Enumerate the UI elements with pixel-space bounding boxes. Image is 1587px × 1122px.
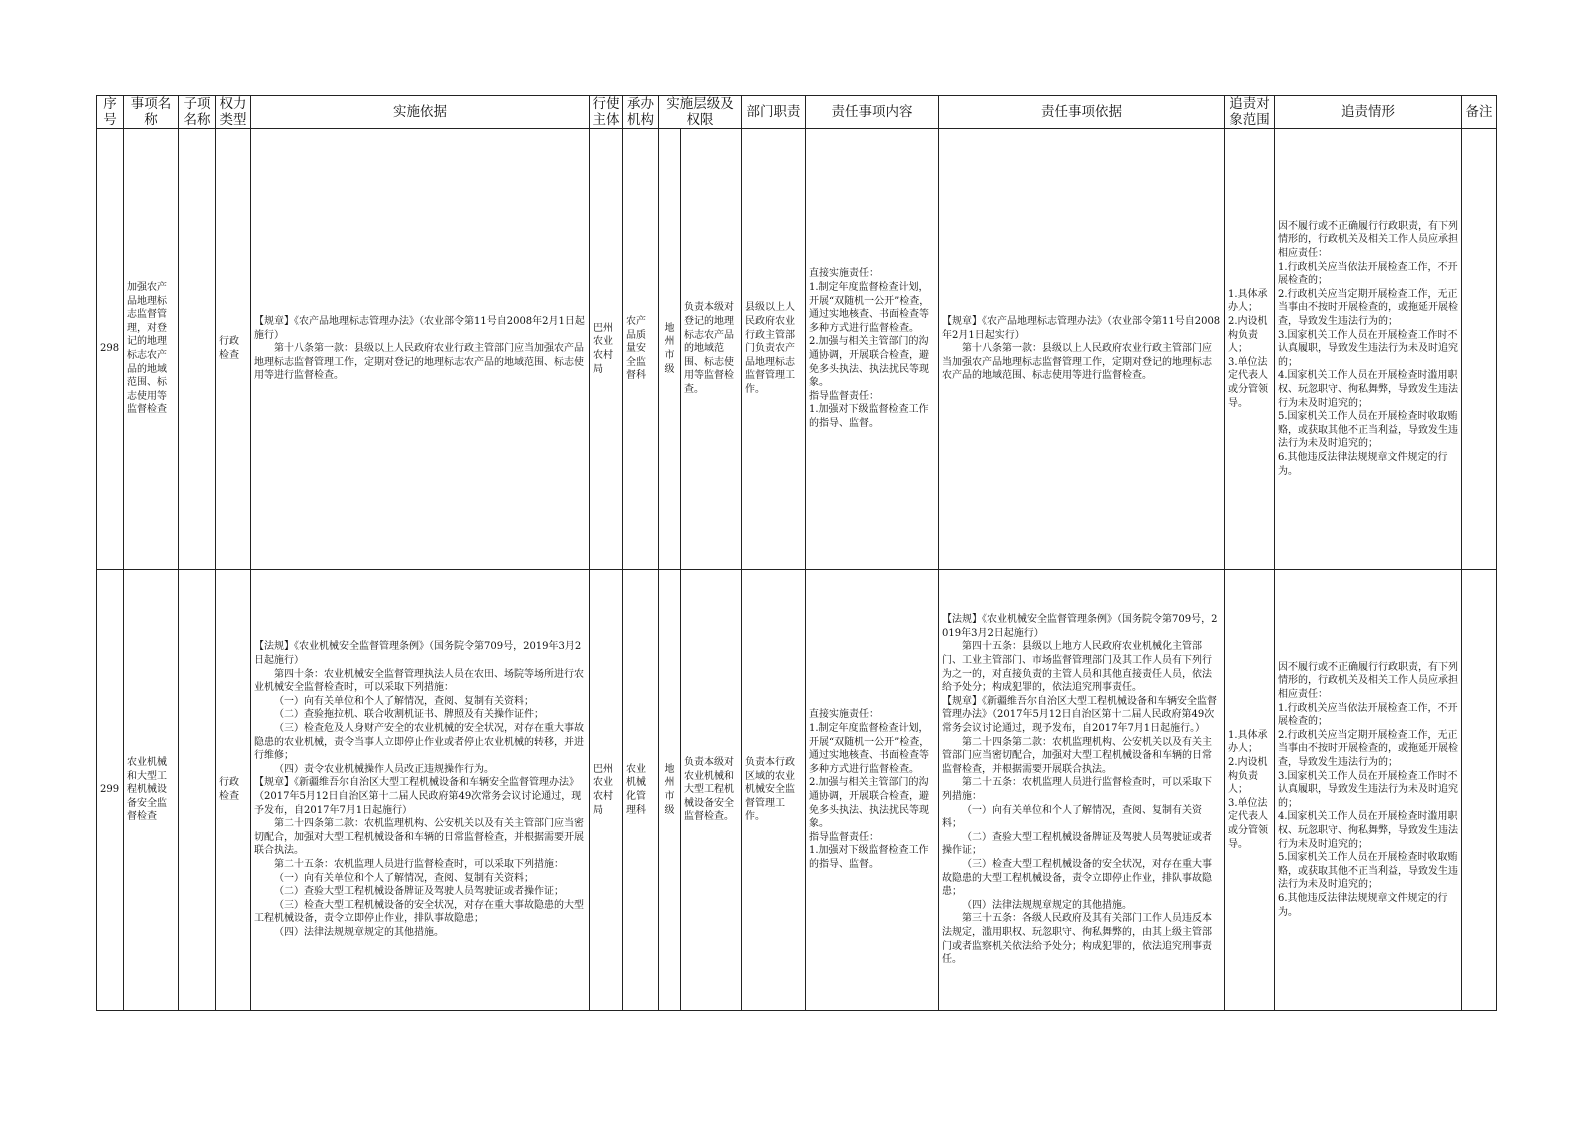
cell-basis [251,570,590,1011]
header-item-name: 事项名称 [124,96,179,129]
basis-paragraph: 【规章】《农产品地理标志管理办法》（农业部令第11号自2008年2月1日起施行） [254,316,585,341]
resp-content-line: 2.加强与相关主管部门的沟通协调，开展联合检查，避免多头执法、执法扰民等现象。 [809,777,929,830]
basis-paragraph: （二）查验大型工程机械设备牌证及驾驶人员驾驶证或者操作证； [274,886,564,898]
case-line: 2.行政机关应当定期开展检查工作，无正当事由不按时开展检查的，或拖延开展检查，导致发生违法行为的； [1278,729,1458,769]
case-line: 6.其他违反法律法规规章文件规定的行为。 [1278,892,1448,918]
cell-resp-basis [939,129,1225,570]
cell-accountability-scope [1225,570,1275,1011]
scope-line: 2.内设机构负责人； [1228,316,1268,355]
header-seq: 序号 [97,96,124,129]
cell-subject: 巴州农业农村局 [590,129,623,570]
basis-paragraph: 第四十条：农业机械安全监督管理执法人员在农田、场院等场所进行农业机械安全监督检查时，可以采取下列措施： [254,668,584,694]
cell-agency: 农业机械化管理科 [623,570,659,1011]
case-line: 6.其他违反法律法规规章文件规定的行为。 [1278,451,1448,477]
resp-content-line: 指导监督责任： [809,390,879,402]
scope-line: 1.具体承办人； [1228,288,1268,314]
header-basis: 实施依据 [251,96,590,129]
case-line: 3.国家机关工作人员在开展检查工作时不认真履职，导致发生违法行为未及时追究的； [1278,329,1458,368]
header-level: 实施层级及权限 [659,96,742,129]
basis-paragraph: （一）向有关单位和个人了解情况，查阅、复制有关资料； [274,695,534,707]
resp-basis-paragraph: 第四十五条：县级以上地方人民政府农业机械化主管部门、工业主管部门、市场监督管理部门及其工作人员有下列行为之一的，对直接负责的主管人员和其他直接责任人员，依法给予处分；构成犯罪的，依法追究刑事责任。 [942,641,1212,694]
header-resp-content: 责任事项内容 [806,96,939,129]
scope-line: 3.单位法定代表人或分管领导。 [1228,356,1268,409]
table-row [97,129,1497,570]
resp-basis-paragraph: （三）检查大型工程机械设备的安全状况，对存在重大事故隐患的大型工程机械设备，责令立即停止作业，排队事故隐患； [942,858,1212,898]
header-row [97,96,1497,129]
scope-line: 1.具体承办人； [1228,729,1268,755]
cell-level-scope: 负责本级对农业机械和大型工程机械设备安全监督检查。 [681,570,742,1011]
case-line: 因不履行或不正确履行行政职责，有下列情形的，行政机关及相关工作人员应承担相应责任： [1278,220,1458,260]
cell-level-scope: 负责本级对登记的地理标志农产品的地域范围、标志使用等监督检查。 [681,129,742,570]
header-sub-item: 子项名称 [179,96,216,129]
case-line: 2.行政机关应当定期开展检查工作，无正当事由不按时开展检查的，或拖延开展检查，导致发生违法行为的； [1278,288,1458,328]
basis-paragraph: 第二十四条第二款：农机监理机构、公安机关以及有关主管部门应当密切配合，加强对大型工程机械设备和车辆的日常监督检查，并根据需要开展联合执法。 [254,818,584,857]
case-line: 5.国家机关工作人员在开展检查时收取贿赂，或获取其他不正当利益，导致发生违法行为未及时追究的； [1278,852,1458,891]
cell-remark [1462,129,1497,570]
resp-basis-paragraph: 第十八条第一款：县级以上人民政府农业行政主管部门应当加强农产品地理标志监督管理工作，定期对登记的地理标志农产品的地域范围、标志使用等进行监督检查。 [942,343,1212,382]
cell-dept-duty: 负责本行政区域的农业机械安全监督管理工作。 [742,570,806,1011]
resp-content-line: 2.加强与相关主管部门的沟通协调，开展联合检查，避免多头执法、执法扰民等现象。 [809,336,929,389]
basis-paragraph: 第十八条第一款：县级以上人民政府农业行政主管部门应当加强农产品地理标志监督管理工作，定期对登记的地理标志农产品的地域范围、标志使用等进行监督检查。 [254,343,584,382]
cell-agency: 农产品质量安全监督科 [623,129,659,570]
header-power-type: 权力类型 [216,96,251,129]
cell-basis [251,129,590,570]
scope-line: 2.内设机构负责人； [1228,757,1268,796]
cell-item-name: 加强农产品地理标志监督管理，对登记的地理标志农产品的地域范围、标志使用等监督检查 [124,129,179,570]
cell-dept-duty: 县级以上人民政府农业行政主管部门负责农产品地理标志监督管理工作。 [742,129,806,570]
cell-resp-basis [939,570,1225,1011]
basis-paragraph: （一）向有关单位和个人了解情况，查阅、复制有关资料； [274,872,534,884]
level-text: 地州市级 [664,763,675,816]
resp-basis-paragraph: 第二十五条：农机监理人员进行监督检查时，可以采取下列措施： [942,777,1212,802]
resp-content-line: 直接实施责任： [809,709,879,721]
resp-basis-paragraph: 【规章】《新疆维吾尔自治区大型工程机械设备和车辆安全监督管理办法》（2017年5月12日自治区第十二届人民政府第49次常务会议讨论通过，现予发布，自2017年7月1日起施行。） [942,695,1217,735]
header-accountability-scope: 追责对象范围 [1225,96,1275,129]
header-dept-duty: 部门职责 [742,96,806,129]
accountability-table [96,95,1497,1011]
cell-seq: 298 [97,129,124,570]
header-resp-basis: 责任事项依据 [939,96,1225,129]
resp-basis-paragraph: 第三十五条：各级人民政府及其有关部门工作人员违反本法规定，滥用职权、玩忽职守、徇私舞弊的，由其上级主管部门或者监察机关依法给予处分；构成犯罪的，依法追究刑事责任。 [942,913,1212,966]
basis-paragraph: 【法规】《农业机械安全监督管理条例》（国务院令第709号，2019年3月2日起施行） [254,641,582,667]
resp-content-line: 1.制定年度监督检查计划，开展“双随机一公开”检查，通过实地核查、书面检查等多种方式进行监督检查。 [809,723,930,775]
cell-item-name: 农业机械和大型工程机械设备安全监督检查 [124,570,179,1011]
basis-paragraph: （四）法律法规规章规定的其他措施。 [274,926,444,938]
cell-sub-item [179,129,216,570]
case-line: 3.国家机关工作人员在开展检查工作时不认真履职，导致发生违法行为未及时追究的； [1278,770,1458,809]
cell-sub-item [179,570,216,1011]
header-remark: 备注 [1462,96,1497,129]
case-line: 5.国家机关工作人员在开展检查时收取贿赂，或获取其他不正当利益，导致发生违法行为未及时追究的； [1278,411,1458,450]
resp-basis-paragraph: 【规章】《农产品地理标志管理办法》（农业部令第11号自2008年2月1日起实行） [942,316,1221,341]
resp-basis-paragraph: （四）法律法规规章规定的其他措施。 [962,899,1132,911]
resp-basis-paragraph: （一）向有关单位和个人了解情况，查阅、复制有关资料； [942,804,1202,830]
cell-level [659,129,681,570]
case-line: 4.国家机关工作人员在开展检查时滥用职权、玩忽职守、徇私舞弊，导致发生违法行为未及时追究的； [1278,811,1458,850]
header-subject: 行使主体 [590,96,623,129]
cell-resp-content [806,570,939,1011]
resp-basis-paragraph: （二）查验大型工程机械设备牌证及驾驶人员驾驶证或者操作证； [942,831,1212,857]
header-agency: 承办机构 [623,96,659,129]
cell-resp-content [806,129,939,570]
case-line: 1.行政机关应当依法开展检查工作，不开展检查的； [1278,261,1458,287]
basis-paragraph: 【规章】《新疆维吾尔自治区大型工程机械设备和车辆安全监督管理办法》（2017年5月12日自治区第十二届人民政府第49次常务会议讨论通过，现予发布，自2017年7月1日起施行） [254,777,582,816]
resp-basis-paragraph: 第二十四条第二款：农机监理机构、公安机关以及有关主管部门应当密切配合，加强对大型工程机械设备和车辆的日常监督检查，并根据需要开展联合执法。 [942,736,1212,775]
basis-paragraph: 第二十五条：农机监理人员进行监督检查时，可以采取下列措施： [274,858,564,870]
cell-accountability-cases [1275,129,1462,570]
scope-line: 3.单位法定代表人或分管领导。 [1228,797,1268,850]
cell-subject: 巴州农业农村局 [590,570,623,1011]
cell-accountability-cases [1275,570,1462,1011]
resp-content-line: 1.加强对下级监督检查工作的指导、监督。 [809,404,929,429]
resp-content-line: 1.加强对下级监督检查工作的指导、监督。 [809,845,929,870]
basis-paragraph: （三）检查危及人身财产安全的农业机械的安全状况，对存在重大事故隐患的农业机械，责令当事人立即停止作业或者停止农业机械的转移，并进行维修； [254,723,584,762]
resp-basis-paragraph: 【法规】《农业机械安全监督管理条例》（国务院令第709号，2019年3月2日起施行） [942,614,1218,639]
case-line: 因不履行或不正确履行行政职责，有下列情形的，行政机关及相关工作人员应承担相应责任： [1278,661,1458,701]
resp-content-line: 直接实施责任： [809,268,879,280]
resp-content-line: 指导监督责任： [809,831,879,843]
header-accountability-cases: 追责情形 [1275,96,1462,129]
cell-accountability-scope [1225,129,1275,570]
level-text: 地州市级 [664,322,675,375]
cell-remark [1462,570,1497,1011]
basis-paragraph: （三）检查大型工程机械设备的安全状况，对存在重大事故隐患的大型工程机械设备，责令立即停止作业，排队事故隐患； [254,899,584,925]
case-line: 1.行政机关应当依法开展检查工作，不开展检查的； [1278,702,1458,728]
cell-power-type: 行政检查 [216,570,251,1011]
table-row [97,570,1497,1011]
cell-level [659,570,681,1011]
cell-power-type: 行政检查 [216,129,251,570]
cell-seq: 299 [97,570,124,1011]
basis-paragraph: （二）查验拖拉机、联合收割机证书、牌照及有关操作证件； [274,709,544,721]
case-line: 4.国家机关工作人员在开展检查时滥用职权、玩忽职守、徇私舞弊，导致发生违法行为未及时追究的； [1278,370,1458,409]
resp-content-line: 1.制定年度监督检查计划，开展“双随机一公开”检查，通过实地核查、书面检查等多种方式进行监督检查。 [809,282,930,334]
basis-paragraph: （四）责令农业机械操作人员改正违规操作行为。 [274,763,494,775]
